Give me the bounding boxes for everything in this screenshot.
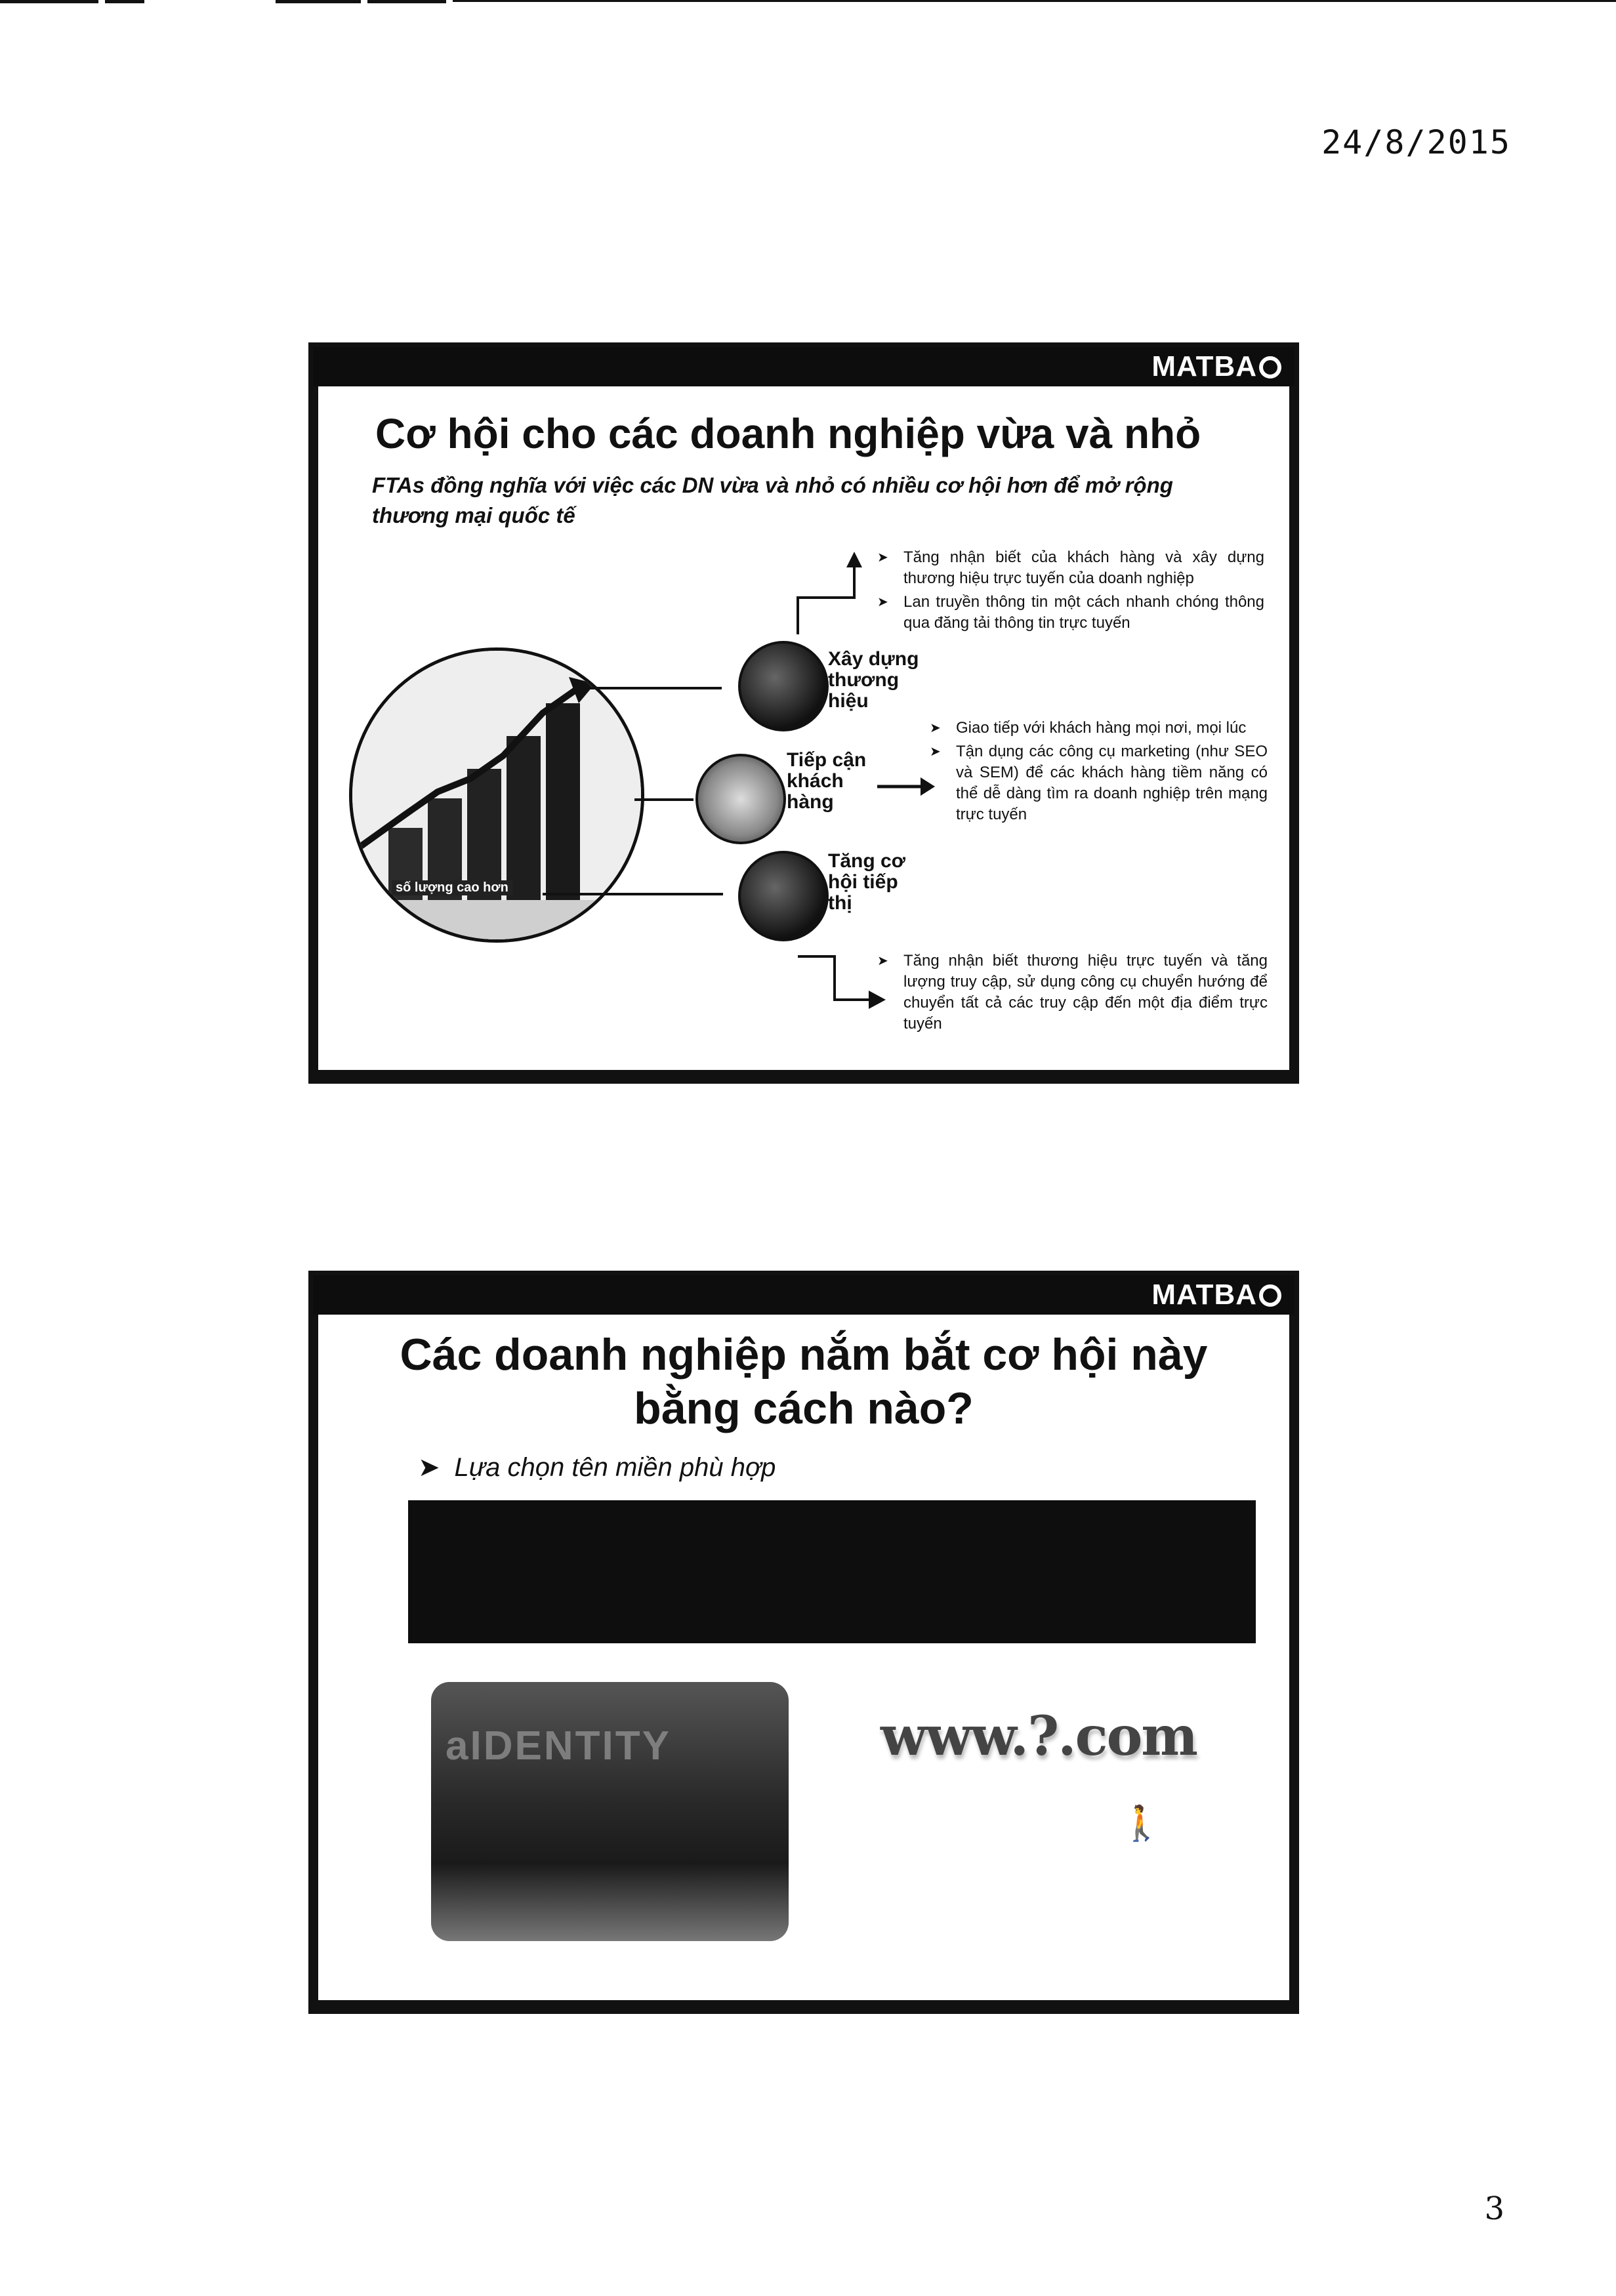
dark-banner-image xyxy=(408,1500,1256,1643)
figure-person-icon: 🚶 xyxy=(1120,1805,1163,1843)
slide-header xyxy=(313,1275,1295,1315)
bullet-item: ➤ Tăng nhận biết của khách hàng và xây dựng thương hiệu trực tuyến của doanh nghiệp xyxy=(877,547,1264,589)
bullets-marketing xyxy=(877,951,1268,1037)
down-bracket-arrow-icon xyxy=(795,954,887,1019)
slide-title: Cơ hội cho các doanh nghiệp vừa và nhỏ xyxy=(375,410,1201,457)
www-domain-image xyxy=(881,1705,1197,1768)
page-date: 24/8/2015 xyxy=(1321,123,1511,161)
customer-reach-circle xyxy=(695,754,786,844)
logo-ring-icon xyxy=(1259,1284,1281,1307)
category-label-customer: Tiếp cận khách hàng xyxy=(787,749,867,813)
bullets-brand xyxy=(877,547,1264,636)
top-rule xyxy=(0,0,98,3)
slide-footer xyxy=(313,2000,1295,2009)
top-rule xyxy=(105,0,144,3)
bullet-item: ➤ Tăng nhận biết thương hiệu trực tuyến và tăng lượng truy cập, sử dụng công cụ chuyển hướng để chuyển tất cả các truy cập đến một địa điểm trực tuyến xyxy=(877,951,1268,1035)
identity-image xyxy=(431,1682,789,1941)
top-rule xyxy=(367,0,446,3)
matbao-logo: MATBA xyxy=(1151,1278,1281,1312)
growth-chart-illustration xyxy=(349,647,644,943)
bullet-arrow-icon: ➤ xyxy=(418,1453,440,1482)
bullet-domain-choice xyxy=(418,1452,776,1483)
bullet-item: ➤ Tận dụng các công cụ marketing (như SEO và SEM) để các khách hàng tiềm năng có thể dễ dàng tìm ra doanh nghiệp trên mạng trực tuyến xyxy=(930,741,1268,825)
top-rule xyxy=(453,0,1616,2)
connector-line xyxy=(543,893,723,895)
slide-2 xyxy=(308,1271,1299,2014)
connector-line xyxy=(634,798,694,801)
chart-caption: số lượng cao hơn xyxy=(392,880,512,895)
category-label-marketing: Tăng cơ hội tiếp thị xyxy=(828,850,906,914)
logo-ring-icon xyxy=(1259,356,1281,379)
slide-footer xyxy=(313,1070,1295,1079)
bullet-text: Lựa chọn tên miền phù hợp xyxy=(454,1453,776,1482)
brand-building-circle xyxy=(738,641,829,731)
slide-header xyxy=(313,347,1295,386)
slide-border xyxy=(1289,386,1295,1070)
top-rule xyxy=(276,0,361,3)
connector-line xyxy=(579,687,722,689)
matbao-logo: MATBA xyxy=(1151,350,1281,384)
bar-chart-graphic xyxy=(352,651,641,939)
slide-subtitle: FTAs đồng nghĩa với việc các DN vừa và nhỏ có nhiều cơ hội hơn để mở rộng thương mại quốc tế xyxy=(372,473,1173,527)
slide-title-line-2: bằng cách nào? xyxy=(634,1384,974,1433)
www-domain-text: www.?.com xyxy=(881,1705,1197,1768)
slide-title-line-1: Các doanh nghiệp nắm bắt cơ hội này xyxy=(400,1330,1208,1380)
slide-border xyxy=(313,386,318,1070)
page-number: 3 xyxy=(1484,2190,1504,2227)
up-bracket-arrow-icon xyxy=(795,550,881,636)
marketing-circle xyxy=(738,851,829,941)
category-label-brand: Xây dựng thương hiệu xyxy=(828,648,919,712)
bullet-item: ➤ Lan truyền thông tin một cách nhanh chóng thông qua đăng tải thông tin trực tuyến xyxy=(877,592,1264,634)
slide-title xyxy=(313,1328,1295,1435)
bullets-customer xyxy=(930,718,1268,828)
right-arrow-icon xyxy=(877,773,936,800)
identity-image-text: aIDENTITY xyxy=(445,1723,671,1769)
slide-1 xyxy=(308,342,1299,1084)
bullet-item: ➤ Giao tiếp với khách hàng mọi nơi, mọi lúc xyxy=(930,718,1268,739)
